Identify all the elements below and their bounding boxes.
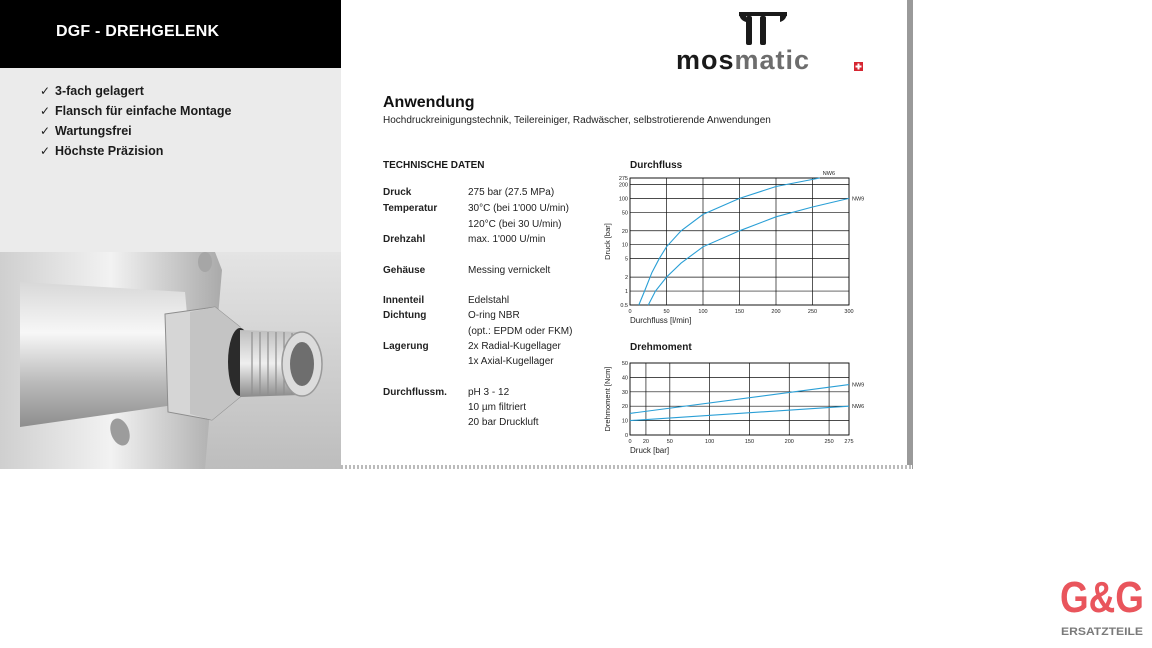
svg-text:mosmatic xyxy=(676,45,810,75)
spec-value: Messing vernickelt xyxy=(468,265,551,276)
spec-value: O-ring NBR xyxy=(468,310,520,321)
spec-value: 10 µm filtriert xyxy=(468,402,526,413)
series-line-nw9 xyxy=(648,198,849,305)
y-tick-label: 0.5 xyxy=(620,303,628,309)
spec-value: 1x Axial-Kugellager xyxy=(468,356,554,367)
spec-value: 275 bar (27.5 MPa) xyxy=(468,187,555,198)
x-tick-label: 250 xyxy=(824,439,834,445)
y-tick-label: 5 xyxy=(624,256,628,263)
check-icon: ✓ xyxy=(40,124,51,138)
spec-value: 2x Radial-Kugellager xyxy=(468,341,561,352)
x-tick-label: 250 xyxy=(807,309,818,315)
spec-value: max. 1'000 U/min xyxy=(468,234,546,245)
series-line-nw6 xyxy=(630,406,849,420)
y-tick-label: 1 xyxy=(624,289,628,296)
title-bar xyxy=(0,0,341,68)
logo-text-dark: mos xyxy=(676,45,735,75)
spec-key: Temperatur xyxy=(383,203,438,214)
series-label: NW9 xyxy=(852,382,865,389)
spec-value: pH 3 - 12 xyxy=(468,387,510,398)
check-icon: ✓ xyxy=(40,144,51,158)
feature-item xyxy=(40,83,231,103)
chart-title-drehmoment: Drehmoment xyxy=(630,342,692,353)
y-tick-label: 20 xyxy=(621,404,628,411)
product-photo xyxy=(0,252,341,469)
anwendung-title: Anwendung xyxy=(383,94,475,111)
y-tick-label: 50 xyxy=(621,361,628,367)
swiss-cross-icon xyxy=(854,62,863,71)
check-icon: ✓ xyxy=(40,84,51,98)
series-label: NW6 xyxy=(822,171,836,177)
gg-text: ERSATZTEILE xyxy=(1061,626,1143,638)
spec-key: Dichtung xyxy=(383,310,427,321)
x-tick-label: 300 xyxy=(844,309,854,315)
chart-durchfluss xyxy=(600,170,870,330)
x-tick-label: 0 xyxy=(628,439,632,445)
x-tick-label: 0 xyxy=(628,309,632,315)
product-title: DGF - DREHGELENK xyxy=(56,23,220,40)
feature-list xyxy=(40,83,231,163)
gg-mark: G&G xyxy=(1060,573,1144,622)
check-icon: ✓ xyxy=(40,104,51,118)
feature-label: Wartungsfrei xyxy=(55,124,132,138)
y-tick-label: 10 xyxy=(621,418,628,425)
spec-value: (opt.: EPDM oder FKM) xyxy=(468,326,573,337)
y-tick-label: 200 xyxy=(618,182,628,189)
series-line-nw6 xyxy=(639,178,820,305)
x-tick-label: 200 xyxy=(771,309,781,315)
chart-drehmoment xyxy=(600,355,870,460)
y-tick-label: 100 xyxy=(618,196,628,203)
feature-label: Flansch für einfache Montage xyxy=(55,104,232,118)
feature-label: Höchste Präzision xyxy=(55,144,164,158)
y-tick-label: 50 xyxy=(621,210,628,217)
spec-value: 120°C (bei 30 U/min) xyxy=(468,219,562,230)
spec-value: 30°C (bei 1'000 U/min) xyxy=(468,203,569,214)
chart-title-durchfluss: Durchfluss xyxy=(630,160,683,171)
y-tick-label: 275 xyxy=(618,176,628,182)
x-tick-label: 50 xyxy=(666,439,673,445)
x-axis-label: Druck [bar] xyxy=(630,446,670,455)
y-tick-label: 30 xyxy=(621,389,628,396)
y-axis-label: Drehmoment [Ncm] xyxy=(603,366,612,432)
spec-key: Durchflussm. xyxy=(383,387,447,398)
x-tick-label: 150 xyxy=(734,309,745,315)
anwendung-text: Hochdruckreinigungstechnik, Teilereiniger, Radwäscher, selbstrotierende Anwendungen xyxy=(383,115,771,126)
series-line-nw9 xyxy=(630,385,849,414)
spec-key: Gehäuse xyxy=(383,265,426,276)
spec-key: Drehzahl xyxy=(383,234,426,245)
x-tick-label: 50 xyxy=(663,309,670,315)
x-tick-label: 100 xyxy=(698,309,708,315)
spec-key: Innenteil xyxy=(383,295,425,306)
y-tick-label: 20 xyxy=(621,228,628,235)
y-tick-label: 40 xyxy=(621,375,628,382)
spec-value: Edelstahl xyxy=(468,295,510,306)
feature-item xyxy=(40,103,231,123)
x-tick-label: 100 xyxy=(705,439,715,445)
tech-heading: TECHNISCHE DATEN xyxy=(383,160,485,171)
feature-item xyxy=(40,123,231,143)
feature-label: 3-fach gelagert xyxy=(55,84,144,98)
mosmatic-logo xyxy=(676,10,866,76)
x-tick-label: 275 xyxy=(844,439,854,445)
sheet-bottom-edge xyxy=(341,465,912,469)
sheet-edge xyxy=(907,0,913,469)
spec-key: Druck xyxy=(383,187,412,198)
x-tick-label: 150 xyxy=(744,439,755,445)
spec-key: Lagerung xyxy=(383,341,429,352)
feature-item xyxy=(40,143,231,163)
x-axis-label: Durchfluss [l/min] xyxy=(630,316,692,325)
series-label: NW9 xyxy=(852,196,865,203)
x-tick-label: 200 xyxy=(784,439,794,445)
left-panel xyxy=(0,0,341,469)
y-tick-label: 2 xyxy=(624,275,628,282)
y-tick-label: 0 xyxy=(624,433,628,439)
y-axis-label: Druck [bar] xyxy=(603,223,612,260)
x-tick-label: 20 xyxy=(642,439,649,445)
logo-text-light: matic xyxy=(734,45,811,75)
y-tick-label: 10 xyxy=(621,242,628,249)
spec-value: 20 bar Druckluft xyxy=(468,417,539,428)
series-label: NW6 xyxy=(852,404,865,411)
gg-ersatzteile-logo xyxy=(1058,568,1148,640)
